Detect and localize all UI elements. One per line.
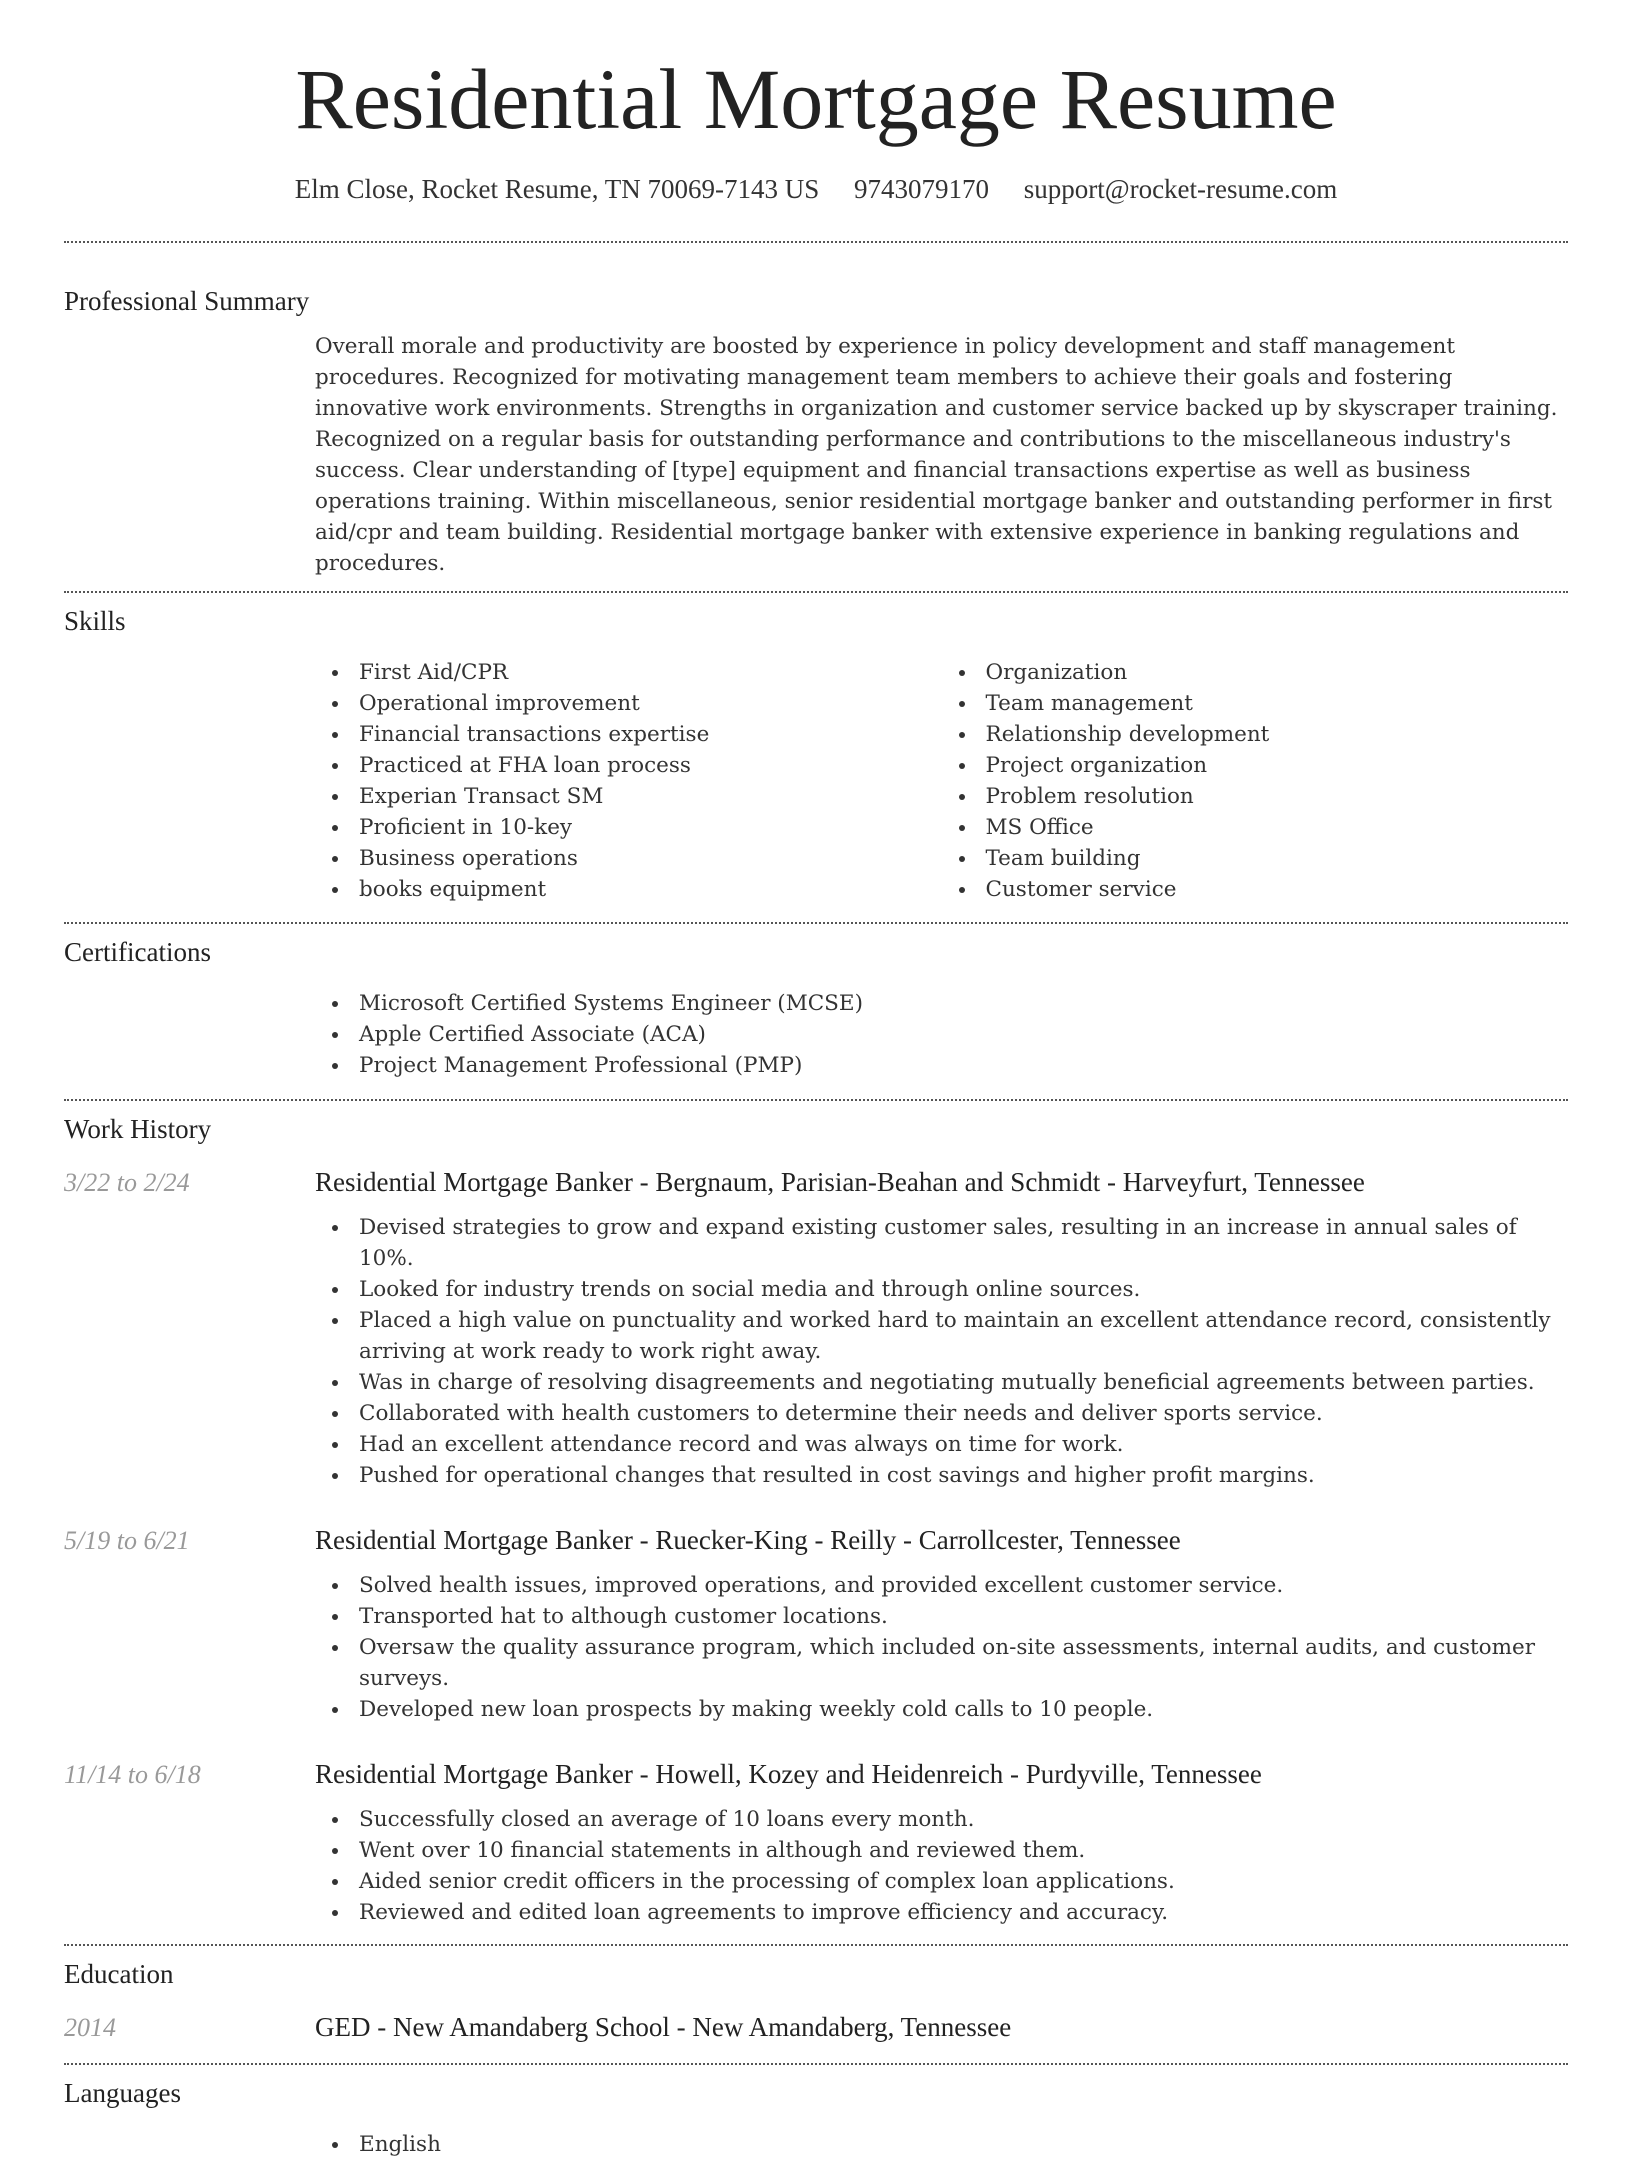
section-title-certifications: Certifications xyxy=(64,937,211,967)
address-text: Elm Close, Rocket Resume, TN 70069-7143 US xyxy=(294,174,820,204)
job-bullet: Oversaw the quality assurance program, which included on-site assessments, internal audits, and customer surveys. xyxy=(359,1632,1568,1694)
skill-item: books equipment xyxy=(359,874,942,905)
section-title-languages: Languages xyxy=(64,2078,181,2108)
education-entry xyxy=(64,2012,1568,2043)
skill-item: MS Office xyxy=(986,812,1569,843)
job-dates: 5/19 to 6/21 xyxy=(64,1526,190,1555)
summary-text: Overall morale and productivity are boosted by experience in policy development and staff management procedures. Recognized for motivating management team members to achieve their goals and fostering innovative work environments. Strengths in organization and customer service backed up by skyscraper training. Recognized on a regular basis for outstanding performance and contributions to the miscellaneous industry's success. Clear understanding of [type] equipment and financial transactions expertise as well as business operations training. Within miscellaneous, senior residential mortgage banker and outstanding performer in first aid/cpr and team building. Residential mortgage banker with extensive experience in banking regulations and procedures. xyxy=(315,334,1558,576)
education-year: 2014 xyxy=(64,2013,116,2042)
section-title-education: Education xyxy=(64,1959,174,1989)
contact-line xyxy=(64,174,1568,205)
skill-item: Team building xyxy=(986,843,1569,874)
job-entry xyxy=(64,1759,1568,1928)
certification-item: Apple Certified Associate (ACA) xyxy=(359,1019,1568,1050)
languages-list xyxy=(315,2129,1568,2160)
job-bullet: Transported hat to although customer locations. xyxy=(359,1601,1568,1632)
job-title: Residential Mortgage Banker - Ruecker-King - Reilly - Carrollcester, Tennessee xyxy=(315,1525,1181,1555)
work-history-section xyxy=(64,1101,1568,1928)
job-title: Residential Mortgage Banker - Howell, Kozey and Heidenreich - Purdyville, Tennessee xyxy=(315,1759,1262,1789)
certifications-section xyxy=(64,924,1568,1081)
job-bullet: Solved health issues, improved operations, and provided excellent customer service. xyxy=(359,1570,1568,1601)
job-bullets xyxy=(315,1804,1568,1928)
skill-item: Proficient in 10-key xyxy=(359,812,942,843)
job-bullet: Collaborated with health customers to determine their needs and deliver sports service. xyxy=(359,1398,1568,1429)
skill-item: Project organization xyxy=(986,750,1569,781)
skill-item: Organization xyxy=(986,657,1569,688)
skill-item: Practiced at FHA loan process xyxy=(359,750,942,781)
job-bullet: Was in charge of resolving disagreements and negotiating mutually beneficial agreements between parties. xyxy=(359,1367,1568,1398)
skills-column-left xyxy=(315,657,942,905)
skill-item: First Aid/CPR xyxy=(359,657,942,688)
job-entry xyxy=(64,1525,1568,1725)
certification-item: Project Management Professional (PMP) xyxy=(359,1050,1568,1081)
education-section xyxy=(64,1946,1568,2043)
summary-section xyxy=(64,243,1568,579)
certification-item: Microsoft Certified Systems Engineer (MCSE) xyxy=(359,988,1568,1019)
job-bullet: Had an excellent attendance record and was always on time for work. xyxy=(359,1429,1568,1460)
skill-item: Problem resolution xyxy=(986,781,1569,812)
job-dates: 11/14 to 6/18 xyxy=(64,1760,201,1789)
phone-text: 9743079170 xyxy=(853,174,989,204)
skill-item: Team management xyxy=(986,688,1569,719)
language-item: English xyxy=(359,2129,1568,2160)
skills-section xyxy=(64,593,1568,905)
section-title-summary: Professional Summary xyxy=(64,286,310,316)
job-bullets xyxy=(315,1212,1568,1491)
certifications-list xyxy=(315,988,1568,1081)
section-title-work-history: Work History xyxy=(64,1114,212,1144)
job-bullet: Developed new loan prospects by making weekly cold calls to 10 people. xyxy=(359,1694,1568,1725)
section-title-skills: Skills xyxy=(64,606,126,636)
job-bullet: Looked for industry trends on social media and through online sources. xyxy=(359,1274,1568,1305)
resume-title: Residential Mortgage Resume xyxy=(295,51,1337,147)
skill-item: Operational improvement xyxy=(359,688,942,719)
job-bullet: Aided senior credit officers in the processing of complex loan applications. xyxy=(359,1866,1568,1897)
skill-item: Relationship development xyxy=(986,719,1569,750)
skill-item: Financial transactions expertise xyxy=(359,719,942,750)
skill-item: Customer service xyxy=(986,874,1569,905)
email-text: support@rocket-resume.com xyxy=(1023,174,1338,204)
skills-column-right xyxy=(942,657,1569,905)
job-bullet: Successfully closed an average of 10 loans every month. xyxy=(359,1804,1568,1835)
skills-list xyxy=(315,657,1568,905)
job-bullet: Pushed for operational changes that resulted in cost savings and higher profit margins. xyxy=(359,1460,1568,1491)
job-dates: 3/22 to 2/24 xyxy=(64,1168,190,1197)
job-bullet: Reviewed and edited loan agreements to improve efficiency and accuracy. xyxy=(359,1897,1568,1928)
job-bullets xyxy=(315,1570,1568,1725)
skill-item: Business operations xyxy=(359,843,942,874)
job-entry xyxy=(64,1167,1568,1491)
job-title: Residential Mortgage Banker - Bergnaum, Parisian-Beahan and Schmidt - Harveyfurt, Tennessee xyxy=(315,1167,1365,1197)
job-bullet: Went over 10 financial statements in although and reviewed them. xyxy=(359,1835,1568,1866)
job-bullet: Placed a high value on punctuality and worked hard to maintain an excellent attendance record, consistently arriving at work ready to work right away. xyxy=(359,1305,1568,1367)
languages-section xyxy=(64,2065,1568,2160)
skill-item: Experian Transact SM xyxy=(359,781,942,812)
education-detail: GED - New Amandaberg School - New Amandaberg, Tennessee xyxy=(315,2012,1012,2042)
job-bullet: Devised strategies to grow and expand existing customer sales, resulting in an increase in annual sales of 10%. xyxy=(359,1212,1568,1274)
